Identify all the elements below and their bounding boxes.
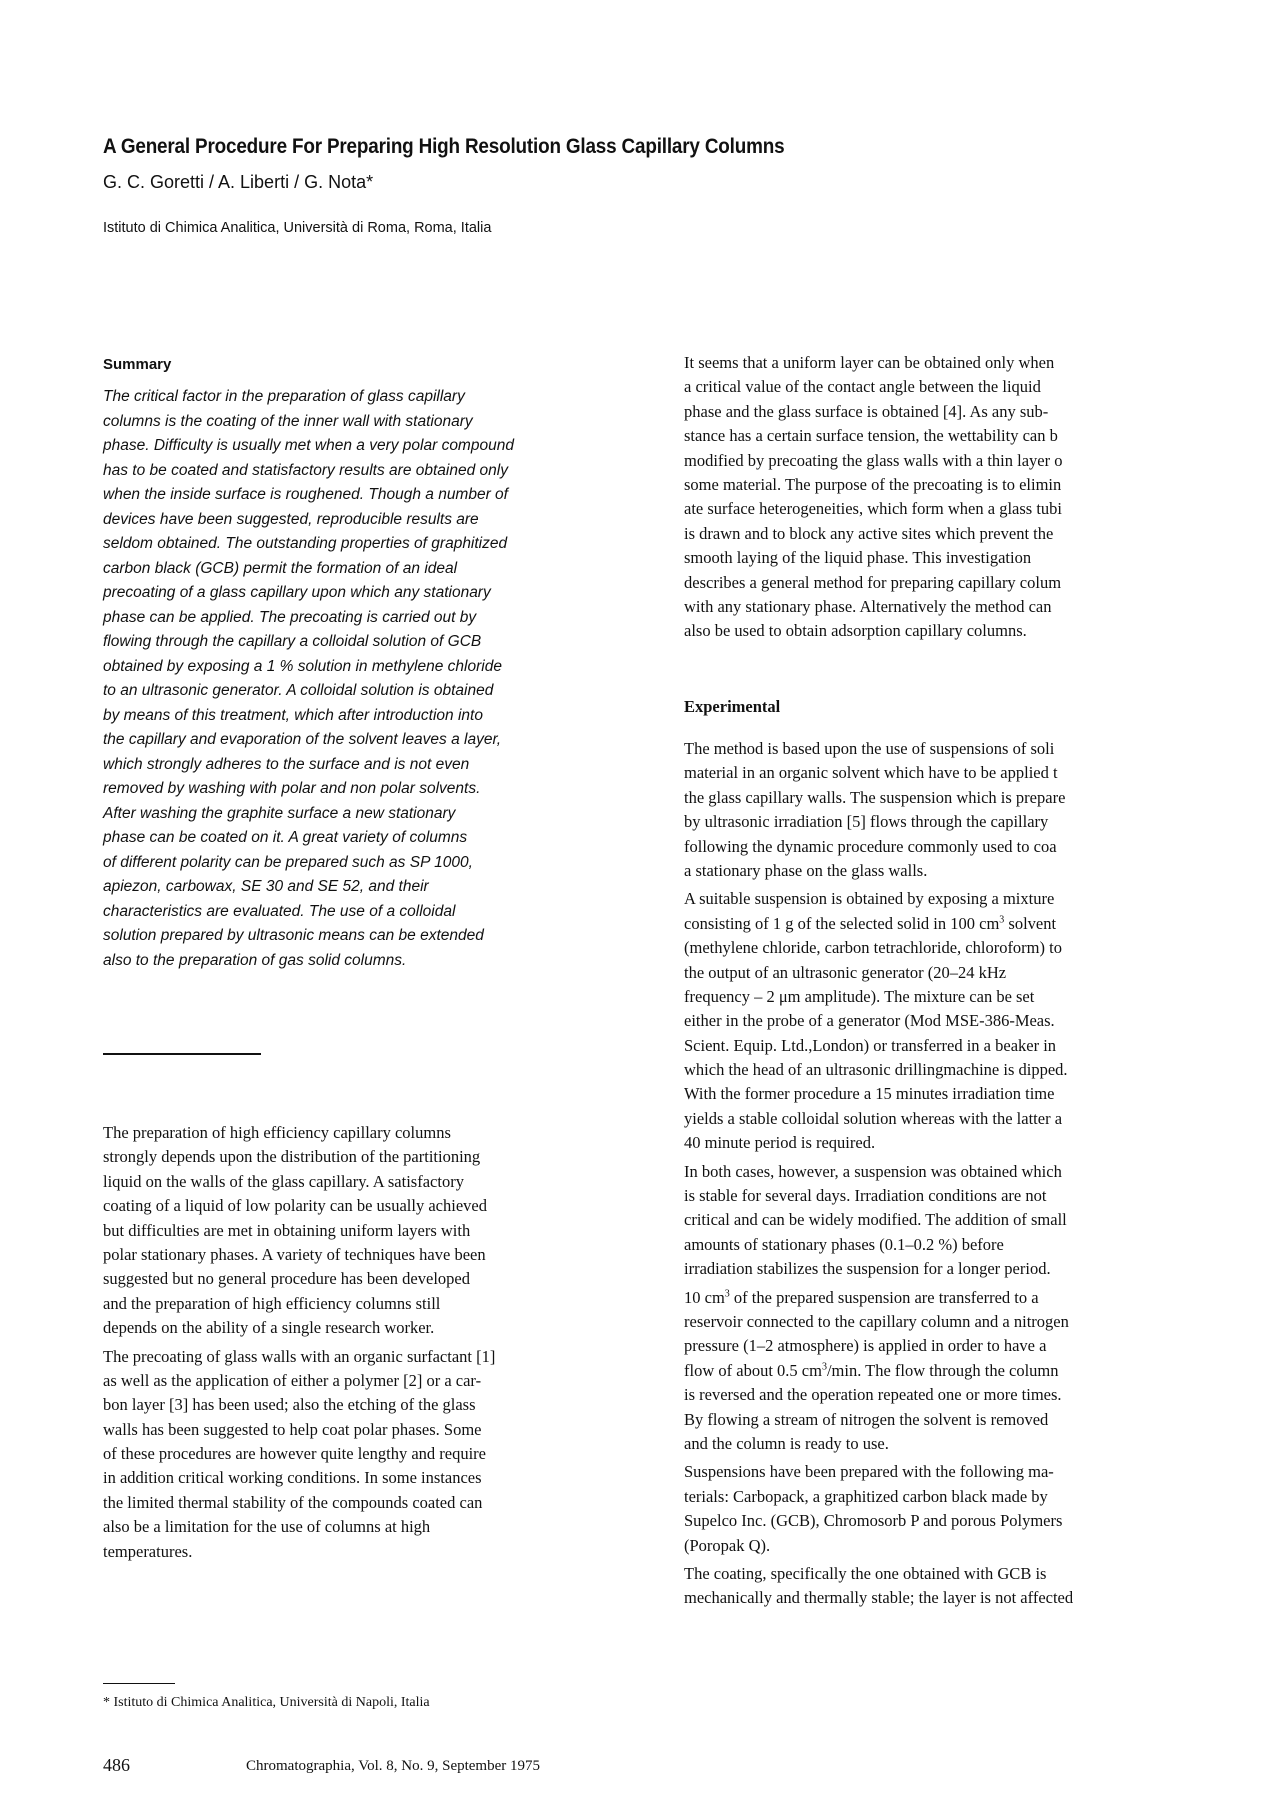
text-line: to an ultrasonic generator. A colloidal solution is obtained xyxy=(103,682,494,699)
text-line: also to the preparation of gas solid columns. xyxy=(103,951,407,969)
experimental-p2 xyxy=(684,887,1184,1155)
footnote: * Istituto di Chimica Analitica, Università di Napoli, Italia xyxy=(103,1695,430,1710)
text-line: which strongly adheres to the surface and is not even xyxy=(103,755,470,773)
text-line: phase can be coated on it. A great variety of columns xyxy=(103,829,468,846)
text-line: Suspensions have been prepared with the following ma- xyxy=(684,1462,1054,1482)
text-line: devices have been suggested, reproducible results are xyxy=(103,510,479,528)
page-number: 486 xyxy=(103,1755,130,1775)
text-line: columns is the coating of the inner wall with stationary xyxy=(103,412,473,430)
text-line: consisting of 1 g of the selected solid in 100 $cm^3$ solvent xyxy=(684,913,1057,933)
text-line: describes a general method for preparing capillary colum xyxy=(684,572,1062,592)
text-line: With the former procedure a 15 minutes irradiation time xyxy=(684,1084,1055,1104)
text-line: of different polarity can be prepared such as SP 1000, xyxy=(103,853,473,871)
text-line: terials: Carbopack, a graphitized carbon black made by xyxy=(684,1486,1048,1506)
text-line: precoating of a glass capillary upon which any stationary xyxy=(103,584,491,601)
text-line: seldom obtained. The outstanding properties of graphitized xyxy=(103,535,508,552)
text-line: some material. The purpose of the precoating is to elimin xyxy=(684,474,1062,494)
text-line: suggested but no general procedure has been developed xyxy=(103,1269,470,1289)
text-line: Scient. Equip. Ltd.,London) or transferred in a beaker in xyxy=(684,1035,1057,1055)
text-line: ate surface heterogeneities, which form when a glass tubi xyxy=(684,499,1062,519)
experimental-heading: Experimental xyxy=(684,697,781,716)
text-line: temperatures. xyxy=(103,1541,193,1561)
text-line: amounts of stationary phases (0.1–0.2 %) before xyxy=(684,1234,1004,1254)
text-line: the output of an ultrasonic generator (20–24 kHz xyxy=(684,962,1007,982)
text-line: The precoating of glass walls with an organic surfactant [1] xyxy=(103,1346,496,1366)
text-line: the limited thermal stability of the compounds coated can xyxy=(103,1492,483,1512)
text-line: After washing the graphite surface a new stationary xyxy=(103,804,456,822)
text-line: either in the probe of a generator (Mod MSE-386-Meas. xyxy=(684,1011,1055,1031)
text-line: the capillary and evaporation of the solvent leaves a layer, xyxy=(103,731,502,748)
text-line: liquid on the walls of the glass capillary. A satisfactory xyxy=(103,1171,464,1191)
text-line: also be used to obtain adsorption capillary columns. xyxy=(684,621,1027,641)
text-line: the glass capillary walls. The suspension which is prepare xyxy=(684,787,1066,807)
text-line: and the column is ready to use. xyxy=(684,1433,889,1453)
text-line: by means of this treatment, which after introduction into xyxy=(103,706,483,724)
text-line: strongly depends upon the distribution of the partitioning xyxy=(103,1147,481,1167)
text-line: following the dynamic procedure commonly used to coa xyxy=(684,836,1057,856)
text-line: when the inside surface is roughened. Though a number of xyxy=(103,486,508,503)
text-line: 10 $cm^3$ of the prepared suspension are transferred to a xyxy=(684,1287,1039,1307)
text-line: has to be coated and statisfactory results are obtained only xyxy=(103,461,508,479)
text-line: polar stationary phases. A variety of techniques have been xyxy=(103,1244,486,1264)
left-column-body xyxy=(103,1121,583,1564)
text-line: a critical value of the contact angle between the liquid xyxy=(684,377,1041,397)
text-line: irradiation stabilizes the suspension for a longer period. xyxy=(684,1259,1051,1279)
journal-citation: Chromatographia, Vol. 8, No. 9, September 1975 xyxy=(246,1758,540,1774)
experimental-p6 xyxy=(684,1562,1184,1611)
text-line: yields a stable colloidal solution whereas with the latter a xyxy=(684,1108,1063,1128)
text-line: bon layer [3] has been used; also the etching of the glass xyxy=(103,1395,476,1415)
text-line: 40 minute period is required. xyxy=(684,1133,876,1153)
text-line: coating of a liquid of low polarity can be usually achieved xyxy=(103,1196,487,1216)
text-line: is drawn and to block any active sites which prevent the xyxy=(684,523,1054,543)
summary-divider xyxy=(103,1053,261,1055)
text-line: pressure (1–2 atmosphere) is applied in order to have a xyxy=(684,1336,1047,1356)
text-line: is stable for several days. Irradiation conditions are not xyxy=(684,1186,1047,1206)
affiliation: Istituto di Chimica Analitica, Università di Roma, Roma, Italia xyxy=(103,220,492,236)
text-line: but difficulties are met in obtaining uniform layers with xyxy=(103,1220,471,1240)
text-line: The preparation of high efficiency capillary columns xyxy=(103,1123,451,1142)
text-line: modified by precoating the glass walls with a thin layer o xyxy=(684,450,1063,470)
text-line: phase and the glass surface is obtained [4]. As any sub- xyxy=(684,401,1049,421)
text-line: also be a limitation for the use of columns at high xyxy=(103,1517,431,1537)
summary-text xyxy=(103,385,583,973)
text-line: characteristics are evaluated. The use of a colloidal xyxy=(103,902,456,920)
text-line: apiezon, carbowax, SE 30 and SE 52, and their xyxy=(103,878,429,895)
text-line: material in an organic solvent which have to be applied t xyxy=(684,763,1058,783)
text-line: as well as the application of either a polymer [2] or a car- xyxy=(103,1370,482,1390)
text-line: phase can be applied. The precoating is carried out by xyxy=(103,608,477,626)
experimental-p5 xyxy=(684,1460,1184,1558)
text-line: A suitable suspension is obtained by exposing a mixture xyxy=(684,889,1055,909)
text-line: of these procedures are however quite lengthy and require xyxy=(103,1444,487,1464)
experimental-p1 xyxy=(684,737,1184,883)
text-line: smooth laying of the liquid phase. This investigation xyxy=(684,548,1032,568)
right-column-intro xyxy=(684,351,1184,644)
text-line: It seems that a uniform layer can be obtained only when xyxy=(684,353,1055,372)
text-line: frequency – 2 μm amplitude). The mixture can be set xyxy=(684,986,1035,1006)
text-line: critical and can be widely modified. The addition of small xyxy=(684,1210,1067,1230)
text-line: In both cases, however, a suspension was obtained which xyxy=(684,1161,1062,1181)
text-line: by ultrasonic irradiation [5] flows through the capillary xyxy=(684,812,1049,832)
text-line: flow of about 0.5 $cm^3/\min$. The flow through the column xyxy=(684,1360,1059,1380)
text-line: solution prepared by ultrasonic means can be extended xyxy=(103,927,484,944)
text-line: stance has a certain surface tension, the wettability can b xyxy=(684,426,1058,446)
experimental-p4 xyxy=(684,1286,1184,1457)
text-line: By flowing a stream of nitrogen the solvent is removed xyxy=(684,1409,1049,1429)
text-line: is reversed and the operation repeated one or more times. xyxy=(684,1385,1062,1405)
text-line: (Poropak Q). xyxy=(684,1535,771,1555)
text-line: reservoir connected to the capillary column and a nitrogen xyxy=(684,1311,1069,1331)
text-line: a stationary phase on the glass walls. xyxy=(684,860,928,880)
paper-title: A General Procedure For Preparing High Resolution Glass Capillary Columns xyxy=(103,135,785,158)
text-line: obtained by exposing a 1 % solution in methylene chloride xyxy=(103,657,502,675)
text-line: Supelco Inc. (GCB), Chromosorb P and porous Polymers xyxy=(684,1511,1063,1531)
text-line: which the head of an ultrasonic drillingmachine is dipped. xyxy=(684,1060,1068,1080)
text-line: removed by washing with polar and non polar solvents. xyxy=(103,780,481,797)
text-line: flowing through the capillary a colloidal solution of GCB xyxy=(103,633,482,650)
text-line: (methylene chloride, carbon tetrachloride, chloroform) to xyxy=(684,938,1062,958)
authors: G. C. Goretti / A. Liberti / G. Nota* xyxy=(103,172,374,192)
summary-heading: Summary xyxy=(103,356,172,373)
experimental-body xyxy=(684,737,1184,1611)
text-line: carbon black (GCB) permit the formation of an ideal xyxy=(103,559,458,577)
text-line: with any stationary phase. Alternatively the method can xyxy=(684,596,1052,616)
text-line: phase. Difficulty is usually met when a very polar compound xyxy=(103,437,514,454)
text-line: The method is based upon the use of suspensions of soli xyxy=(684,739,1055,758)
text-line: The critical factor in the preparation of glass capillary xyxy=(103,388,465,405)
text-line: depends on the ability of a single research worker. xyxy=(103,1318,435,1338)
text-line: The coating, specifically the one obtained with GCB is xyxy=(684,1563,1047,1583)
text-line: mechanically and thermally stable; the layer is not affected xyxy=(684,1588,1074,1608)
experimental-p3 xyxy=(684,1160,1184,1282)
text-line: walls has been suggested to help coat polar phases. Some xyxy=(103,1419,482,1439)
text-line: in addition critical working conditions. In some instances xyxy=(103,1468,482,1488)
text-line: and the preparation of high efficiency columns still xyxy=(103,1293,441,1313)
footnote-divider xyxy=(103,1683,175,1684)
